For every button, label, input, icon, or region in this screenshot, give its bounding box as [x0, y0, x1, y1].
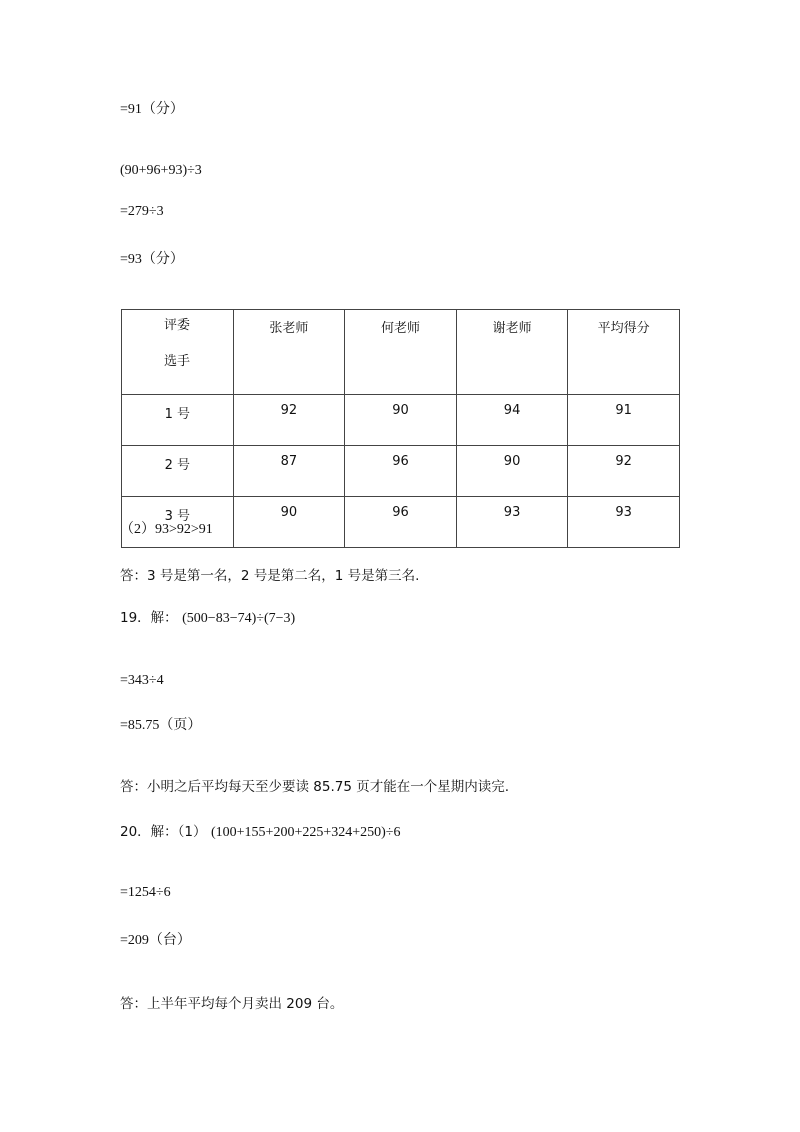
calc-line: =209（台） — [120, 933, 191, 948]
problem-20-line — [120, 823, 400, 842]
header-cell: 张老师 — [233, 310, 345, 395]
calc-line: =279÷3 — [120, 204, 164, 219]
answer-line: 答：上半年平均每个月卖出 209 台。 — [120, 996, 344, 1012]
table-cell: 93 — [456, 497, 568, 548]
table-header-row — [122, 310, 680, 395]
calc-line: (90+96+93)÷3 — [120, 163, 202, 178]
header-cell: 何老师 — [345, 310, 457, 395]
calc-line: =93（分） — [120, 252, 184, 267]
score-table — [121, 309, 680, 548]
table-cell: 90 — [233, 497, 345, 548]
corner-cell — [122, 310, 234, 395]
table-cell: 92 — [233, 395, 345, 446]
header-cell: 谢老师 — [456, 310, 568, 395]
corner-label-contestant: 选手 — [164, 354, 191, 369]
table-row — [122, 395, 680, 446]
table-row — [122, 446, 680, 497]
table-cell: 96 — [345, 446, 457, 497]
calc-line: =1254÷6 — [120, 885, 171, 900]
row-label: 3 号 — [122, 497, 234, 548]
table-cell: 87 — [233, 446, 345, 497]
problem-19-line — [120, 609, 295, 628]
comparison-line: （2）93>92>91 — [120, 522, 213, 537]
table-cell: 92 — [568, 446, 680, 497]
calc-expression: (100+155+200+225+324+250)÷6 — [210, 825, 401, 840]
table-cell: 94 — [456, 395, 568, 446]
calc-expression: (500−83−74)÷(7−3) — [182, 611, 296, 626]
calc-line: =85.75（页） — [120, 718, 202, 733]
calc-line: =91（分） — [120, 102, 184, 117]
answer-line: 答：3 号是第一名，2 号是第二名，1 号是第三名. — [120, 568, 420, 584]
table-cell: 96 — [345, 497, 457, 548]
header-cell: 平均得分 — [568, 310, 680, 395]
problem-label: 20．解：（1） — [120, 824, 207, 840]
table-cell: 91 — [568, 395, 680, 446]
row-label: 2 号 — [122, 446, 234, 497]
table-cell: 93 — [568, 497, 680, 548]
corner-label-judge: 评委 — [164, 318, 191, 333]
row-label: 1 号 — [122, 395, 234, 446]
table-cell: 90 — [456, 446, 568, 497]
calc-line: =343÷4 — [120, 673, 164, 688]
problem-label: 19．解： — [120, 610, 178, 626]
table-cell: 90 — [345, 395, 457, 446]
answer-line: 答：小明之后平均每天至少要读 85.75 页才能在一个星期内读完. — [120, 779, 510, 795]
